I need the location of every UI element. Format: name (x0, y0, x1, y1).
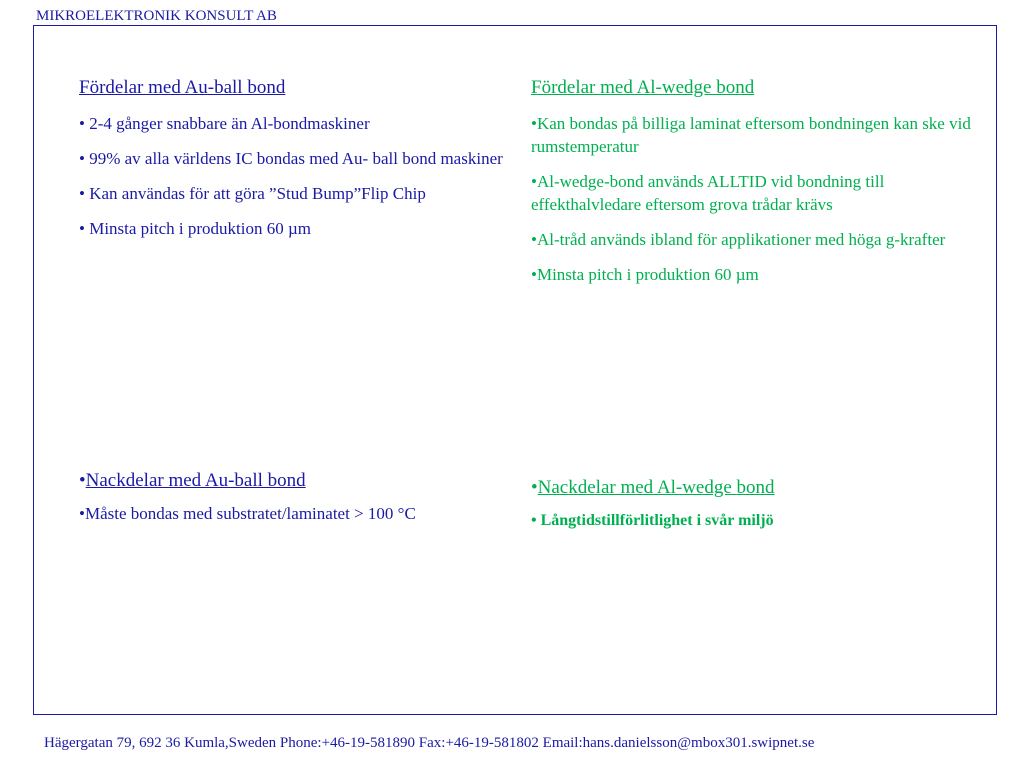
al-wedge-pros-section (531, 76, 971, 298)
au-ball-pros-section (79, 76, 509, 252)
al-wedge-pros-item: •Al-tråd används ibland för applikationer med höga g-krafter (531, 230, 946, 249)
au-ball-cons-heading: Nackdelar med Au-ball bond (85, 470, 306, 491)
au-ball-cons-section (79, 469, 509, 537)
al-wedge-cons-bullet: • (531, 477, 538, 498)
au-ball-pros-item: • 2-4 gånger snabbare än Al-bondmaskiner (79, 114, 370, 133)
contact-footer: Hägergatan 79, 692 36 Kumla,Sweden Phone:+46-19-581890 Fax:+46-19-581802 Email:hans.danielsson@mbox301.swipnet.se (44, 735, 815, 751)
au-ball-cons-bullet: • (79, 470, 86, 491)
al-wedge-cons-heading: Nackdelar med Al-wedge bond (537, 477, 775, 498)
al-wedge-pros-item: •Minsta pitch i produktion 60 µm (531, 265, 759, 284)
au-ball-pros-item: • Kan användas för att göra ”Stud Bump”Flip Chip (79, 184, 426, 203)
company-name: MIKROELEKTRONIK KONSULT AB (36, 8, 277, 24)
au-ball-cons-item: •Måste bondas med substratet/laminatet > 100 °C (79, 504, 416, 523)
au-ball-pros-heading: Fördelar med Au-ball bond (79, 77, 286, 98)
au-ball-pros-item: • Minsta pitch i produktion 60 µm (79, 219, 312, 238)
al-wedge-pros-heading: Fördelar med Al-wedge bond (531, 77, 755, 98)
al-wedge-cons-item: • Långtidstillförlitlighet i svår miljö (531, 512, 774, 529)
au-ball-pros-item: • 99% av alla världens IC bondas med Au- ball bond maskiner (79, 149, 503, 168)
al-wedge-pros-item: •Kan bondas på billiga laminat eftersom bondningen kan ske vid rumstemperatur (531, 114, 971, 156)
al-wedge-cons-section (531, 476, 971, 544)
al-wedge-pros-item: •Al-wedge-bond används ALLTID vid bondning till effekthalvledare eftersom grova trådar krävs (531, 172, 885, 214)
